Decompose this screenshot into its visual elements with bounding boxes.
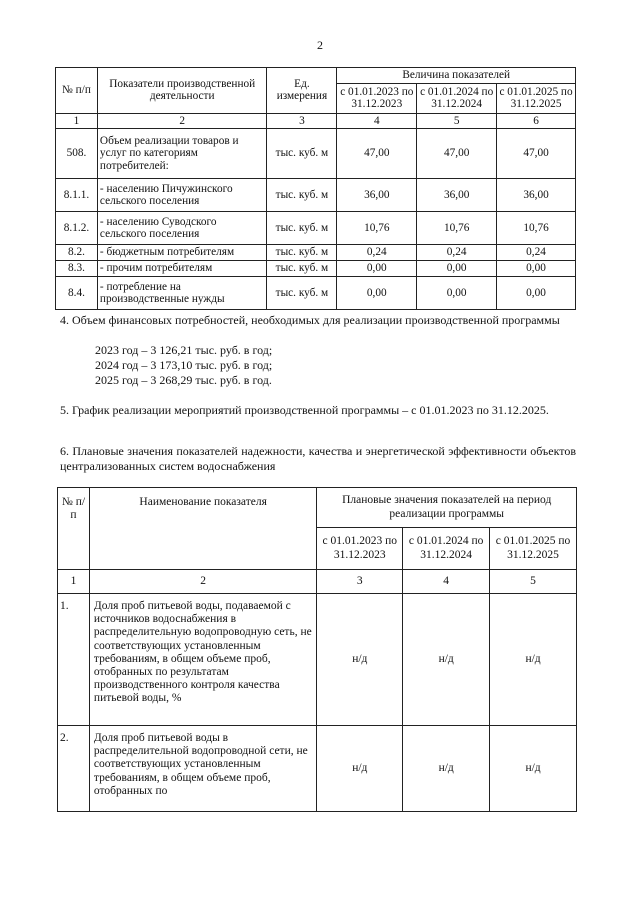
row-name: - потребление на производственные нужды xyxy=(97,277,267,310)
header-period-2023: с 01.01.2023 по 31.12.2023 xyxy=(317,528,403,570)
row-num: 1. xyxy=(58,594,90,726)
table-row xyxy=(56,245,576,261)
col-number: 1 xyxy=(56,113,98,129)
row-name: - прочим потребителям xyxy=(97,261,267,277)
row-name: Доля проб питьевой воды, подаваемой с источников водоснабжения в распределительную водопроводную сеть, не соответствующих установленным требованиям, в общем объеме проб, отобранных по результатам производственного контроля качества питьевой воды, % xyxy=(89,594,316,726)
row-value-2024: 10,76 xyxy=(417,212,497,245)
year-line: 2024 год – 3 173,10 тыс. руб. в год; xyxy=(95,358,273,372)
table-row xyxy=(56,261,576,277)
header-period-2024: с 01.01.2024 по 31.12.2024 xyxy=(403,528,490,570)
row-value-2024: н/д xyxy=(403,726,490,812)
page-number: 2 xyxy=(317,38,323,52)
row-unit: тыс. куб. м xyxy=(267,129,337,179)
row-value-2024: 36,00 xyxy=(417,179,497,212)
row-value-2025: 0,00 xyxy=(497,261,576,277)
row-value-2024: 0,00 xyxy=(417,261,497,277)
header-period-2025: с 01.01.2025 по 31.12.2025 xyxy=(490,528,577,570)
col-number: 5 xyxy=(417,113,497,129)
row-value-2023: 36,00 xyxy=(337,179,417,212)
row-num: 508. xyxy=(56,129,98,179)
section-5-text: 5. График реализации мероприятий производственной программы – с 01.01.2023 по 31.12.2025. xyxy=(60,403,549,417)
row-value-2025: 47,00 xyxy=(497,129,576,179)
table-row xyxy=(56,179,576,212)
col-number: 2 xyxy=(89,570,316,594)
row-value-2024: 0,00 xyxy=(417,277,497,310)
row-unit: тыс. куб. м xyxy=(267,245,337,261)
col-number: 1 xyxy=(58,570,90,594)
table-row xyxy=(56,129,576,179)
header-period-2023: с 01.01.2023 по 31.12.2023 xyxy=(337,83,417,113)
table-row xyxy=(58,594,577,726)
row-unit: тыс. куб. м xyxy=(267,277,337,310)
reliability-indicators-table xyxy=(57,487,577,812)
row-num: 2. xyxy=(58,726,90,812)
header-num: № п/п xyxy=(56,68,98,114)
col-number: 4 xyxy=(403,570,490,594)
row-value-2024: 47,00 xyxy=(417,129,497,179)
row-value-2025: 0,24 xyxy=(497,245,576,261)
table-row xyxy=(56,212,576,245)
col-number: 4 xyxy=(337,113,417,129)
row-value-2023: 10,76 xyxy=(337,212,417,245)
section-4-text: 4. Объем финансовых потребностей, необходимых для реализации производственной программы xyxy=(60,313,560,327)
row-value-2025: н/д xyxy=(490,594,577,726)
header-period-2025: с 01.01.2025 по 31.12.2025 xyxy=(497,83,576,113)
table-row xyxy=(56,277,576,310)
row-name: - бюджетным потребителям xyxy=(97,245,267,261)
col-number: 6 xyxy=(497,113,576,129)
year-line: 2023 год – 3 126,21 тыс. руб. в год; xyxy=(95,343,273,357)
table-row xyxy=(58,726,577,812)
row-name: Объем реализации товаров и услуг по категориям потребителей: xyxy=(97,129,267,179)
row-num: 8.1.2. xyxy=(56,212,98,245)
col-number: 3 xyxy=(267,113,337,129)
header-indicator-name: Наименование показателя xyxy=(89,488,316,570)
header-values-group: Плановые значения показателей на период реализации программы xyxy=(317,488,577,528)
year-line: 2025 год – 3 268,29 тыс. руб. в год. xyxy=(95,373,272,387)
header-period-2024: с 01.01.2024 по 31.12.2024 xyxy=(417,83,497,113)
row-num: 8.3. xyxy=(56,261,98,277)
row-value-2025: 36,00 xyxy=(497,179,576,212)
header-values-group: Величина показателей xyxy=(337,68,576,84)
row-num: 8.4. xyxy=(56,277,98,310)
row-value-2025: н/д xyxy=(490,726,577,812)
header-num: № п/п xyxy=(58,488,90,570)
row-name: Доля проб питьевой воды в распределительной водопроводной сети, не соответствующих установленным требованиям, в общем объеме проб, отобранных по xyxy=(89,726,316,812)
row-value-2023: 47,00 xyxy=(337,129,417,179)
col-number: 5 xyxy=(490,570,577,594)
row-value-2023: 0,00 xyxy=(337,261,417,277)
row-num: 8.1.1. xyxy=(56,179,98,212)
row-unit: тыс. куб. м xyxy=(267,212,337,245)
col-number: 2 xyxy=(97,113,267,129)
row-value-2023: 0,00 xyxy=(337,277,417,310)
section-6-text: 6. Плановые значения показателей надежности, качества и энергетической эффективности объектов централизованных систем водоснабжения xyxy=(60,444,576,473)
row-unit: тыс. куб. м xyxy=(267,179,337,212)
col-number: 3 xyxy=(317,570,403,594)
production-indicators-table xyxy=(55,67,576,310)
row-name: - населению Суводского сельского поселения xyxy=(97,212,267,245)
row-value-2024: 0,24 xyxy=(417,245,497,261)
header-indicator: Показатели производственной деятельности xyxy=(97,68,267,114)
row-value-2025: 10,76 xyxy=(497,212,576,245)
row-unit: тыс. куб. м xyxy=(267,261,337,277)
row-value-2025: 0,00 xyxy=(497,277,576,310)
header-unit: Ед. измерения xyxy=(267,68,337,114)
row-num: 8.2. xyxy=(56,245,98,261)
row-value-2023: 0,24 xyxy=(337,245,417,261)
row-name: - населению Пичужинского сельского поселения xyxy=(97,179,267,212)
row-value-2024: н/д xyxy=(403,594,490,726)
row-value-2023: н/д xyxy=(317,726,403,812)
row-value-2023: н/д xyxy=(317,594,403,726)
